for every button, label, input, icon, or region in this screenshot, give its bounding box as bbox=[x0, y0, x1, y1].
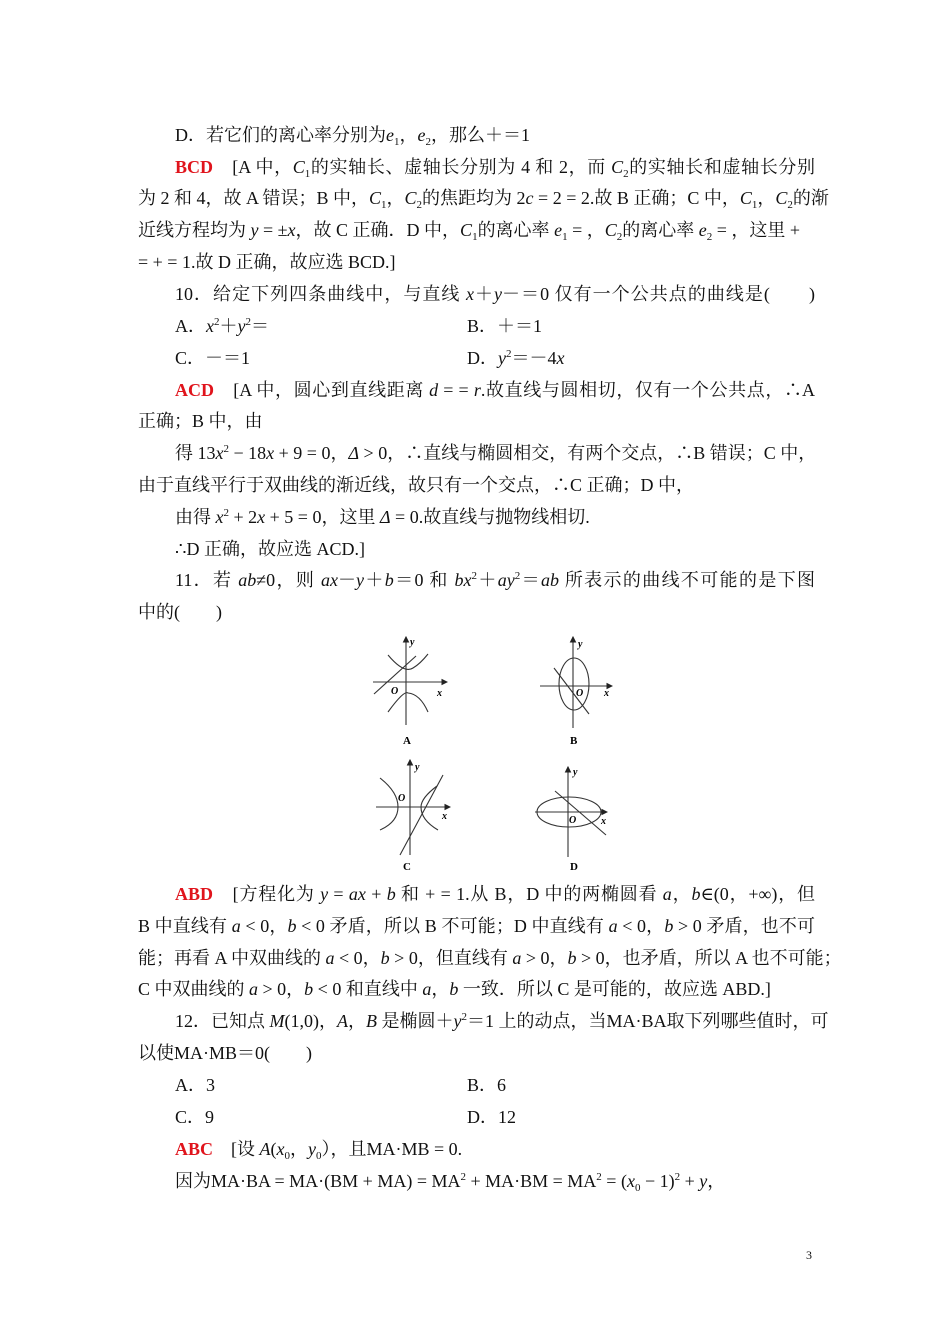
text-run: ， bbox=[348, 1011, 366, 1031]
math-variable: a bbox=[422, 979, 432, 999]
math-index: 2 bbox=[461, 1011, 467, 1023]
math-variable: A bbox=[337, 1011, 348, 1031]
text-run: 的焦距均为 2 bbox=[422, 188, 526, 208]
math-index: 1 bbox=[304, 168, 311, 180]
math-index: 0 bbox=[316, 1150, 322, 1162]
text-run: = = bbox=[438, 380, 474, 400]
math-variable: x bbox=[465, 284, 474, 304]
math-variable: a bbox=[325, 948, 335, 968]
text-run: + MA·BM = MA bbox=[465, 1171, 597, 1191]
text-run: C．－＝1 bbox=[175, 348, 251, 368]
math-variable: e bbox=[386, 125, 394, 145]
math-variable: Δ bbox=[348, 443, 360, 463]
text-run: ＋ bbox=[219, 316, 238, 336]
text-run: ＝ bbox=[251, 316, 269, 336]
math-index: 2 bbox=[471, 570, 478, 582]
option-column-2 bbox=[467, 1104, 516, 1130]
text-run: ），且MA·MB = 0. bbox=[321, 1139, 463, 1159]
math-variable: y bbox=[453, 1011, 462, 1031]
text-run: －＝0 仅有一个公共点的曲线是( ) bbox=[502, 284, 816, 304]
axis-x-label: x bbox=[437, 688, 442, 699]
math-variable: c bbox=[525, 188, 534, 208]
math-variable: a bbox=[512, 948, 522, 968]
text-run: ， bbox=[290, 1139, 309, 1159]
text-run: 以使MA·MB＝0( ) bbox=[138, 1043, 312, 1063]
text-run: ( bbox=[270, 1139, 277, 1159]
math-index: 1 bbox=[394, 136, 400, 148]
text-run: < 0， bbox=[240, 916, 288, 936]
figure-container bbox=[0, 625, 950, 881]
math-index: 2 bbox=[514, 570, 521, 582]
math-index: 2 bbox=[425, 136, 431, 148]
math-variable: ab bbox=[238, 570, 257, 590]
text-run: [A 中，圆心到直线距离 bbox=[214, 380, 430, 400]
text-run: ，故 C 正确．D 中， bbox=[295, 220, 461, 240]
math-variable: B bbox=[366, 1011, 377, 1031]
math-index: 2 bbox=[674, 1171, 681, 1183]
text-run: C．9 bbox=[175, 1107, 215, 1127]
text-run: > 0， bbox=[521, 948, 568, 968]
text-line bbox=[138, 599, 815, 625]
math-variable: r bbox=[473, 380, 481, 400]
text-run: [设 bbox=[213, 1139, 260, 1159]
math-variable: x bbox=[215, 443, 224, 463]
text-line bbox=[175, 377, 815, 408]
math-variable: a bbox=[608, 916, 618, 936]
text-run: = 2 = 2.故 B 正确；C 中， bbox=[533, 188, 740, 208]
text-run: 10．给定下列四条曲线中，与直线 bbox=[175, 284, 466, 304]
text-run: ＝－4 bbox=[511, 348, 557, 368]
text-run: ， bbox=[707, 1171, 726, 1191]
text-line bbox=[138, 185, 829, 217]
math-variable: ab bbox=[540, 570, 559, 590]
text-run: 由得 bbox=[175, 507, 216, 527]
math-variable: b bbox=[287, 916, 297, 936]
text-run: 的渐 bbox=[792, 188, 829, 208]
text-run: = 0.故直线与抛物线相切. bbox=[390, 507, 590, 527]
math-variable: y bbox=[494, 284, 503, 304]
text-run: B．＋＝1 bbox=[467, 316, 543, 336]
text-line bbox=[175, 313, 815, 345]
axis-y-label: y bbox=[415, 762, 420, 773]
text-run: = ± bbox=[258, 220, 288, 240]
page-number: 3 bbox=[806, 1248, 812, 1262]
text-run: .故直线与圆相切，仅有一个公共点，∴A bbox=[480, 380, 816, 400]
text-line bbox=[138, 472, 815, 504]
math-variable: y bbox=[250, 220, 259, 240]
text-run: ＝0 和 bbox=[393, 570, 455, 590]
origin-label: O bbox=[391, 686, 399, 697]
text-run: D． bbox=[467, 348, 498, 368]
text-run: > 0 矛盾，也不可 bbox=[673, 916, 816, 936]
math-index: 2 bbox=[214, 316, 220, 328]
text-line bbox=[175, 122, 815, 154]
text-run: 得 13 bbox=[175, 443, 216, 463]
text-line bbox=[175, 1072, 815, 1104]
text-run: < 0 矛盾，所以 B 不可能；D 中直线有 bbox=[296, 916, 609, 936]
text-run: + 2 bbox=[229, 507, 258, 527]
text-run: 能；再看 A 中双曲线的 bbox=[138, 948, 326, 968]
math-index: 2 bbox=[616, 231, 623, 243]
math-index: 2 bbox=[787, 199, 793, 211]
axis-y-label: y bbox=[578, 639, 583, 650]
math-variable: y bbox=[498, 348, 506, 368]
text-run: ，那么＋＝1 bbox=[431, 125, 530, 145]
text-run: + 9 = 0， bbox=[274, 443, 349, 463]
text-run: ∈(0，+∞)，但 bbox=[700, 884, 816, 904]
math-index: 2 bbox=[416, 199, 423, 211]
math-variable: y bbox=[356, 570, 365, 590]
math-variable: C bbox=[604, 220, 617, 240]
math-variable: M bbox=[269, 1011, 285, 1031]
answer-label: ABC bbox=[175, 1139, 214, 1159]
math-index: 2 bbox=[706, 231, 713, 243]
text-run: 12．已知点 bbox=[175, 1011, 270, 1031]
option-column-2 bbox=[467, 1072, 506, 1098]
text-line bbox=[138, 408, 815, 440]
text-run: = ，这里 + bbox=[712, 220, 801, 240]
text-run: > 0，∴直线与椭圆相交，有两个交点，∴B 错误；C 中， bbox=[359, 443, 817, 463]
math-variable: ax bbox=[348, 884, 366, 904]
text-run: － bbox=[338, 570, 357, 590]
text-run: ， bbox=[399, 125, 418, 145]
math-index: 2 bbox=[223, 443, 229, 455]
text-line bbox=[138, 217, 815, 249]
text-run: A．3 bbox=[175, 1075, 215, 1095]
math-index: 2 bbox=[506, 348, 512, 360]
panel-label-d: D bbox=[570, 861, 578, 873]
text-run: 近线方程均为 bbox=[138, 220, 251, 240]
math-variable: a bbox=[662, 884, 672, 904]
text-run: [A 中， bbox=[213, 157, 293, 177]
text-line bbox=[175, 881, 815, 913]
math-index: 2 bbox=[460, 1171, 466, 1183]
math-variable: x bbox=[556, 348, 565, 368]
math-variable: x bbox=[206, 316, 214, 336]
answer-label: ABD bbox=[175, 884, 214, 904]
text-run: [方程化为 bbox=[213, 884, 321, 904]
text-line bbox=[175, 1104, 815, 1136]
text-run: ∴D 正确，故应选 ACD.] bbox=[175, 539, 365, 559]
answer-label: ACD bbox=[175, 380, 214, 400]
math-variable: b bbox=[386, 884, 396, 904]
math-variable: a bbox=[249, 979, 259, 999]
math-variable: x bbox=[266, 443, 275, 463]
text-run: 一致．所以 C 是可能的，故应选 ABD.] bbox=[458, 979, 771, 999]
math-index: 1 bbox=[751, 199, 758, 211]
math-variable: y bbox=[237, 316, 246, 336]
text-run: + bbox=[365, 884, 387, 904]
text-run: − 18 bbox=[229, 443, 267, 463]
text-line bbox=[138, 913, 815, 945]
math-variable: C bbox=[739, 188, 752, 208]
option-column-2 bbox=[467, 313, 542, 339]
text-line bbox=[175, 536, 815, 567]
text-line bbox=[175, 504, 815, 536]
axis-x-label: x bbox=[601, 816, 606, 827]
math-variable: x bbox=[257, 507, 266, 527]
text-run: C 中双曲线的 bbox=[138, 979, 250, 999]
text-line bbox=[175, 1136, 815, 1168]
figure-curves bbox=[360, 625, 620, 875]
panel-b-graph bbox=[540, 637, 612, 728]
document-body bbox=[0, 122, 950, 1200]
text-run: ＝ bbox=[520, 570, 541, 590]
text-run: ＋ bbox=[364, 570, 385, 590]
math-variable: b bbox=[691, 884, 701, 904]
text-run: > 0，也矛盾，所以 A 也不可能； bbox=[576, 948, 842, 968]
math-variable: Δ bbox=[379, 507, 391, 527]
text-run: ， bbox=[757, 188, 776, 208]
math-variable: b bbox=[380, 948, 390, 968]
text-run: 的实轴长、虚轴长分别为 4 和 2，而 bbox=[310, 157, 612, 177]
text-run: < 0， bbox=[617, 916, 665, 936]
math-variable: C bbox=[369, 188, 382, 208]
text-run: 和 + = 1.从 B，D 中的两椭圆看 bbox=[395, 884, 663, 904]
panel-label-b: B bbox=[570, 735, 578, 747]
text-run: 所表示的曲线不可能的是下图 bbox=[558, 570, 816, 590]
text-run: 正确；B 中，由 bbox=[138, 411, 263, 431]
math-index: 1 bbox=[562, 231, 568, 243]
math-variable: ax bbox=[321, 570, 339, 590]
text-run: B 中直线有 bbox=[138, 916, 232, 936]
text-run: 的实轴长和虚轴长分别 bbox=[628, 157, 816, 177]
text-run: A． bbox=[175, 316, 206, 336]
math-variable: C bbox=[775, 188, 788, 208]
text-line bbox=[175, 567, 815, 599]
math-variable: C bbox=[292, 157, 305, 177]
math-variable: b bbox=[664, 916, 674, 936]
text-line bbox=[175, 1008, 829, 1040]
text-run: + 5 = 0，这里 bbox=[265, 507, 380, 527]
text-line bbox=[175, 1168, 815, 1200]
math-index: 0 bbox=[634, 1182, 641, 1194]
math-index: 1 bbox=[381, 199, 387, 211]
math-variable: x bbox=[215, 507, 224, 527]
math-variable: e bbox=[698, 220, 707, 240]
math-variable: b bbox=[567, 948, 577, 968]
math-variable: b bbox=[384, 570, 394, 590]
text-line bbox=[175, 440, 815, 472]
text-line bbox=[138, 1040, 815, 1072]
text-run: = + = 1.故 D 正确，故应选 BCD.] bbox=[138, 252, 396, 272]
text-run: 是椭圆＋ bbox=[377, 1011, 454, 1031]
math-variable: A bbox=[259, 1139, 271, 1159]
math-variable: a bbox=[231, 916, 241, 936]
math-variable: y bbox=[308, 1139, 317, 1159]
axis-x-label: x bbox=[604, 688, 609, 699]
text-run: = bbox=[328, 884, 349, 904]
text-run: D．若它们的离心率分别为 bbox=[175, 125, 386, 145]
origin-label: O bbox=[398, 793, 406, 804]
math-index: 2 bbox=[623, 168, 629, 180]
panel-label-c: C bbox=[403, 861, 411, 873]
math-variable: b bbox=[449, 979, 459, 999]
math-index: 2 bbox=[223, 507, 229, 519]
panel-d-graph bbox=[535, 767, 607, 857]
text-run: ， bbox=[386, 188, 405, 208]
text-run: 因为MA·BA = MA·(BM + MA) = MA bbox=[175, 1171, 461, 1191]
origin-label: O bbox=[576, 688, 584, 699]
math-index: 2 bbox=[596, 1171, 602, 1183]
panel-label-a: A bbox=[403, 735, 411, 747]
text-run: < 0 和直线中 bbox=[313, 979, 423, 999]
text-run: > 0， bbox=[258, 979, 305, 999]
text-run: (1,0)， bbox=[284, 1011, 337, 1031]
math-variable: bx bbox=[454, 570, 472, 590]
math-index: 0 bbox=[284, 1150, 291, 1162]
text-run: 由于直线平行于双曲线的渐近线，故只有一个交点，∴C 正确；D 中， bbox=[138, 475, 695, 495]
text-run: − 1) bbox=[640, 1171, 675, 1191]
text-line bbox=[138, 945, 842, 976]
text-run: 的离心率 bbox=[622, 220, 699, 240]
math-variable: x bbox=[287, 220, 296, 240]
math-variable: C bbox=[460, 220, 473, 240]
math-variable: e bbox=[417, 125, 426, 145]
text-line bbox=[175, 345, 815, 377]
text-line bbox=[175, 281, 815, 313]
text-run: ＋ bbox=[473, 284, 495, 304]
text-run: ＋ bbox=[477, 570, 498, 590]
origin-label: O bbox=[569, 815, 577, 826]
math-variable: x bbox=[626, 1171, 635, 1191]
math-variable: y bbox=[699, 1171, 708, 1191]
text-run: ， bbox=[431, 979, 450, 999]
math-variable: e bbox=[554, 220, 563, 240]
text-run: = ( bbox=[601, 1171, 627, 1191]
math-variable: C bbox=[611, 157, 624, 177]
axis-x-label: x bbox=[442, 811, 447, 822]
math-variable: d bbox=[429, 380, 439, 400]
text-run: D．12 bbox=[467, 1107, 516, 1127]
text-run: 的离心率 bbox=[477, 220, 555, 240]
axis-y-label: y bbox=[410, 637, 415, 648]
answer-label: BCD bbox=[175, 157, 214, 177]
text-run: ， bbox=[671, 884, 692, 904]
math-variable: x bbox=[276, 1139, 285, 1159]
text-run: 11．若 bbox=[175, 570, 239, 590]
option-column-2 bbox=[467, 345, 565, 371]
text-run: 中的( ) bbox=[138, 602, 222, 622]
text-line bbox=[175, 154, 815, 185]
math-variable: y bbox=[320, 884, 329, 904]
text-run: + bbox=[680, 1171, 700, 1191]
text-run: > 0，但直线有 bbox=[389, 948, 513, 968]
text-run: B．6 bbox=[467, 1075, 507, 1095]
text-run: = ， bbox=[567, 220, 605, 240]
panel-c-graph bbox=[376, 760, 450, 855]
panel-a-graph bbox=[373, 637, 447, 725]
text-run: ＝1 上的动点，当MA·BA取下列哪些值时，可 bbox=[467, 1011, 829, 1031]
math-index: 1 bbox=[472, 231, 478, 243]
math-variable: C bbox=[404, 188, 417, 208]
math-index: 2 bbox=[245, 316, 251, 328]
text-line bbox=[138, 976, 815, 1008]
text-run: ≠0，则 bbox=[256, 570, 322, 590]
text-line bbox=[138, 249, 815, 281]
math-variable: b bbox=[304, 979, 314, 999]
text-run: 为 2 和 4，故 A 错误；B 中， bbox=[138, 188, 370, 208]
axis-y-label: y bbox=[573, 767, 578, 778]
math-variable: ay bbox=[497, 570, 515, 590]
text-run: < 0， bbox=[334, 948, 381, 968]
